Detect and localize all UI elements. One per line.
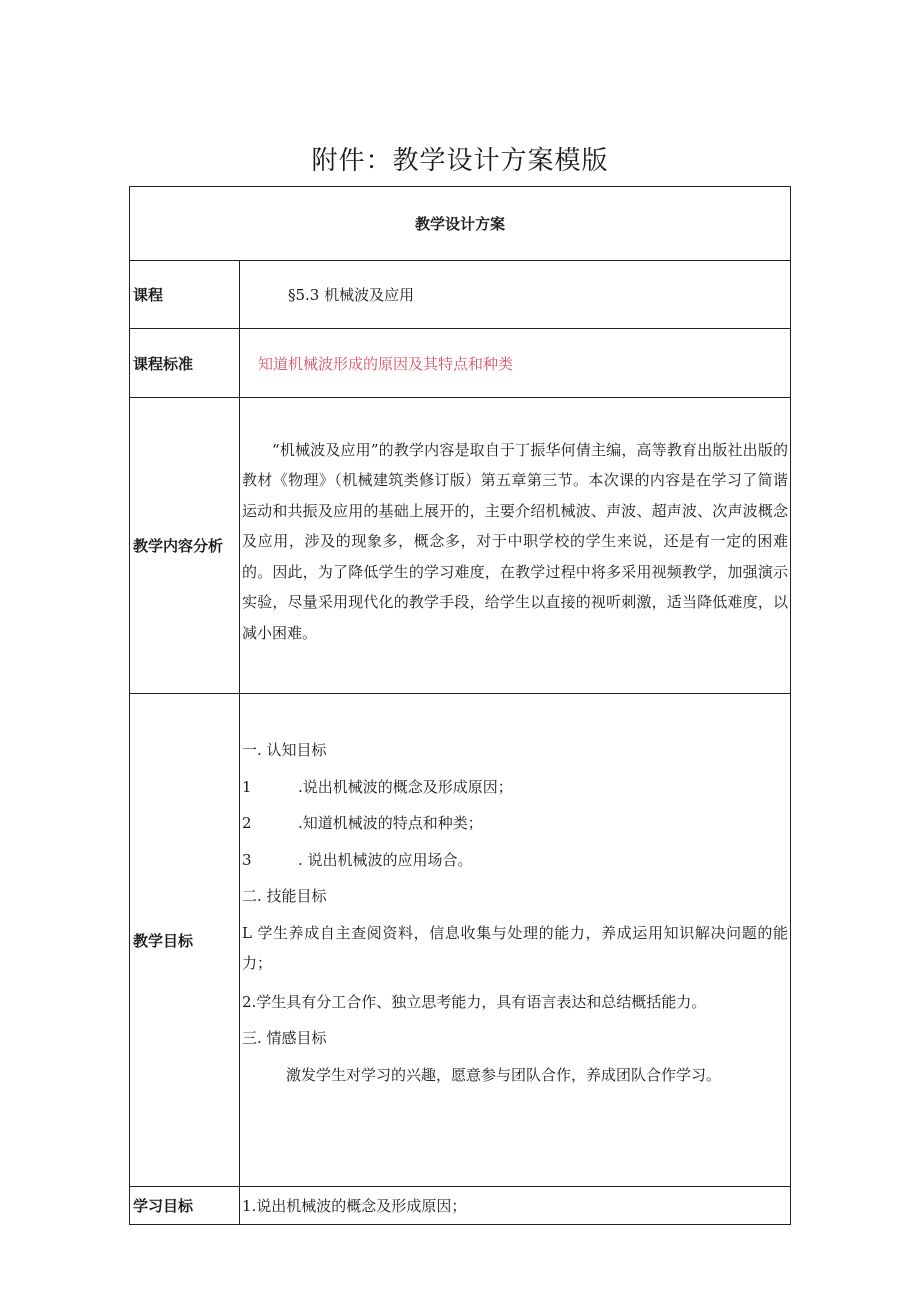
content-analysis-label: 教学内容分析 [130, 398, 240, 694]
goal-item-text: . 说出机械波的应用场合。 [298, 850, 473, 869]
learning-goals-label: 学习目标 [130, 1187, 240, 1225]
table-header: 教学设计方案 [130, 187, 791, 261]
emotion-goals-heading: 三. 情感目标 [242, 1029, 327, 1047]
table-row-learning-goals [130, 1187, 791, 1225]
table-row-content-analysis [130, 398, 791, 694]
goal-item-text: .说出机械波的概念及形成原因； [298, 777, 513, 796]
page-title: 附件：教学设计方案模版 [311, 146, 609, 176]
skill-goal-item: 2.学生具有分工合作、独立思考能力，具有语言表达和总结概括能力。 [242, 992, 707, 1011]
table-row-standard [130, 329, 791, 398]
cognitive-goal-item [242, 842, 788, 879]
table-row-teaching-goals [130, 694, 791, 1187]
teaching-design-table [129, 186, 791, 1225]
course-value: §5.3 机械波及应用 [240, 261, 791, 329]
teaching-goals-content [240, 694, 791, 1187]
cognitive-goal-item [242, 805, 788, 842]
cognitive-goals-heading: 一. 认知目标 [242, 741, 327, 759]
goal-item-text: .知道机械波的特点和种类； [298, 814, 483, 832]
teaching-goals-label: 教学目标 [130, 694, 240, 1187]
goal-item-number: 3 [242, 850, 252, 869]
emotion-goal-text: 激发学生对学习的兴趣，愿意参与团队合作，养成团队合作学习。 [286, 1065, 722, 1084]
content-analysis-text: “机械波及应用”的教学内容是取自于丁振华何倩主编，高等教育出版社出版的教材《物理》（机械建筑类修订版）第五章第三节。本次课的内容是在学习了简谐运动和共振及应用的基础上展开的，主要介绍机械波、声波、超声波、次声波概念及应用，涉及的现象多，概念多，对于中职学校的学生来说，还是有一定的困难的。因此，为了降低学生的学习难度，在教学过程中将多采用视频教学，加强演示实验，尽量采用现代化的教学手段，给学生以直接的视听刺激，适当降低难度，以减小困难。 [240, 398, 791, 694]
skill-goals-heading: 二. 技能目标 [242, 887, 327, 905]
standard-label: 课程标准 [130, 329, 240, 398]
cognitive-goal-item [242, 769, 788, 806]
skill-goal-item: L 学生养成自主查阅资料，信息收集与处理的能力，养成运用知识解决问题的能力； [242, 923, 788, 972]
table-row-course [130, 261, 791, 329]
standard-value: 知道机械波形成的原因及其特点和种类 [240, 329, 791, 398]
goal-item-number: 1 [242, 777, 252, 796]
learning-goals-value: 1.说出机械波的概念及形成原因； [240, 1187, 791, 1225]
course-label: 课程 [130, 261, 240, 329]
goal-item-number: 2 [242, 814, 252, 832]
table-header-row [130, 187, 791, 261]
